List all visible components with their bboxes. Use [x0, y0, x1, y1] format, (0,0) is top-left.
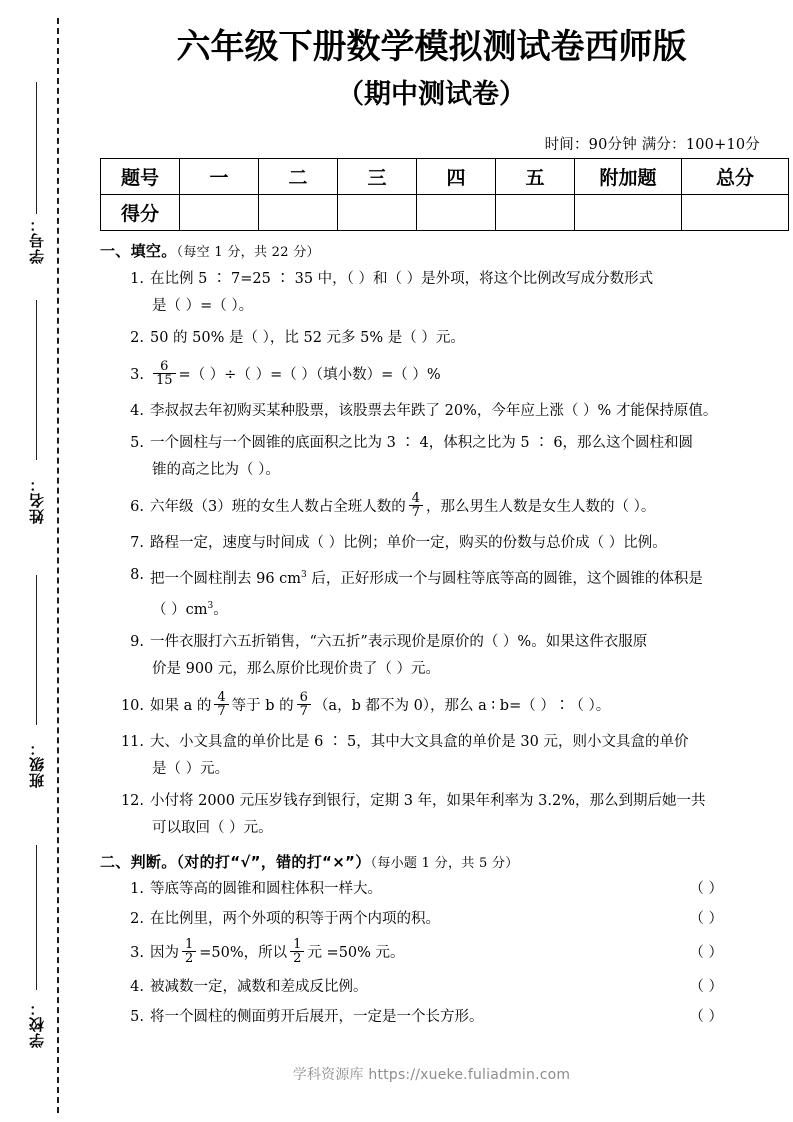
- answer-blank[interactable]: （ ）: [689, 978, 723, 995]
- fraction-denominator: 7: [214, 704, 228, 718]
- fraction: [153, 360, 176, 388]
- true-false-item: [118, 934, 763, 972]
- score-table-header-cell: 五: [496, 158, 575, 194]
- question-number: 4.: [130, 978, 144, 995]
- section-number: 二、: [100, 852, 131, 871]
- fraction-numerator: 6: [299, 689, 308, 705]
- question-line: 50 的 50% 是（ ），比 52 元多 5% 是（ ）元。: [150, 329, 465, 346]
- question-body: [150, 729, 763, 783]
- margin-rule-2: [36, 300, 37, 460]
- question-text: （ ）cm: [152, 601, 208, 618]
- question-text: 等于 b 的: [231, 697, 294, 714]
- question-number: 1.: [130, 270, 144, 287]
- section-fill-in-blank: [100, 240, 763, 842]
- unit-exponent: 3: [207, 600, 214, 611]
- question-line: 在比例 5 ∶ 7=25 ∶ 35 中，（ ）和（ ）是外项，将这个比例改写成分数形式: [150, 270, 654, 287]
- question-body: [150, 430, 763, 484]
- question-text-part: 因为: [150, 944, 179, 961]
- question-number: 8.: [130, 566, 144, 583]
- answer-blank[interactable]: （ ）: [689, 944, 723, 961]
- question-item: [118, 788, 763, 842]
- question-body: [150, 266, 763, 320]
- question-body: [150, 325, 763, 352]
- question-item: [118, 430, 763, 484]
- score-input-cell[interactable]: [682, 194, 789, 230]
- score-input-cell[interactable]: [575, 194, 682, 230]
- question-body: [150, 530, 763, 557]
- score-table-header-cell: 二: [259, 158, 338, 194]
- question-line: 李叔叔去年初购买某种股票，该股票去年跌了 20%，今年应上涨（ ）% 才能保持原值。: [150, 402, 718, 419]
- score-table-row-label: 得分: [101, 194, 180, 230]
- question-text: 如果 a 的: [150, 697, 212, 714]
- score-table-header-cell: 四: [417, 158, 496, 194]
- fraction: [290, 938, 304, 966]
- score-table: [100, 158, 789, 231]
- question-line: 是（ ）元。: [152, 760, 230, 777]
- fraction-numerator: 4: [217, 689, 226, 705]
- margin-rule-1: [36, 82, 37, 214]
- unit-exponent: 3: [301, 569, 307, 580]
- fraction-denominator: 2: [290, 951, 304, 965]
- margin-rule-4: [36, 845, 37, 990]
- question-number: 4.: [130, 402, 144, 419]
- section-heading: [100, 240, 763, 261]
- section-true-false: [100, 851, 763, 1032]
- score-input-cell[interactable]: [259, 194, 338, 230]
- section-points: （每空 1 分，共 22 分）: [176, 244, 320, 260]
- exam-meta: 时间：90分钟 满分：100+10分: [544, 136, 760, 153]
- question-body: [150, 357, 763, 393]
- score-table-header-cell: 附加题: [575, 158, 682, 194]
- margin-label-student-id: 学号：: [28, 216, 46, 264]
- question-number: 2.: [130, 329, 144, 346]
- score-input-cell[interactable]: [180, 194, 259, 230]
- fraction-numerator: 1: [293, 936, 302, 952]
- true-false-item: [118, 1002, 763, 1032]
- answer-blank[interactable]: （ ）: [689, 880, 723, 897]
- question-text: 。: [213, 601, 228, 618]
- question-text-part: 元 =50% 元。: [307, 944, 405, 961]
- fraction-denominator: 2: [182, 951, 196, 965]
- question-line: 锥的高之比为（ ）。: [152, 461, 280, 478]
- fraction-denominator: 7: [297, 704, 311, 718]
- question-number: 5.: [130, 434, 144, 451]
- question-line: 小付将 2000 元压岁钱存到银行，定期 3 年，如果年利率为 3.2%，那么到期后她一共: [150, 792, 706, 809]
- question-number: 6.: [130, 498, 144, 515]
- question-line: [150, 593, 763, 624]
- question-line: 一件衣服打六五折销售，“六五折”表示现价是原价的（ ）%。如果这件衣服原: [150, 633, 648, 650]
- question-text: ，那么男生人数是女生人数的（ ）。: [426, 498, 656, 515]
- question-number: 2.: [130, 910, 144, 927]
- question-number: 3.: [130, 944, 144, 961]
- question-item: [118, 562, 763, 624]
- score-table-header-cell: 总分: [682, 158, 789, 194]
- fraction: [297, 691, 311, 719]
- question-text: =（ ）÷（ ）=（ ）（填小数）=（ ）%: [178, 366, 441, 383]
- question-body: [150, 629, 763, 683]
- question-item: [118, 266, 763, 320]
- margin-rule-3: [36, 575, 37, 725]
- question-body: [150, 398, 763, 425]
- margin-label-school: 学校：: [28, 1000, 46, 1048]
- score-table-header-cell: 题号: [101, 158, 180, 194]
- fraction: [409, 492, 423, 520]
- section-heading: [100, 851, 763, 872]
- question-item: [118, 357, 763, 393]
- true-false-item: [118, 972, 763, 1002]
- question-body: [150, 788, 763, 842]
- question-line: 一个圆柱与一个圆锥的底面积之比为 3 ∶ 4，体积之比为 5 ∶ 6，那么这个圆柱和圆: [150, 434, 694, 451]
- question-text: 被减数一定，减数和差成反比例。: [150, 978, 368, 995]
- section-name: 填空。: [130, 241, 177, 260]
- fraction-denominator: 15: [153, 373, 176, 387]
- answer-blank[interactable]: （ ）: [689, 910, 723, 927]
- question-text: 在比例里，两个外项的积等于两个内项的积。: [150, 910, 440, 927]
- question-item: [118, 530, 763, 557]
- margin-label-name: 姓名：: [28, 476, 46, 524]
- section-name: 判断。（对的打“√”，错的打“×”）: [130, 852, 371, 871]
- fraction-denominator: 7: [409, 505, 423, 519]
- question-item: [118, 688, 763, 724]
- page-title: 六年级下册数学模拟测试卷西师版: [176, 27, 687, 67]
- score-input-cell[interactable]: [496, 194, 575, 230]
- question-text: 把一个圆柱削去 96 cm: [150, 570, 302, 587]
- question-item: [118, 489, 763, 525]
- true-false-item: [118, 874, 763, 904]
- question-number: 12.: [120, 792, 144, 809]
- fraction: [214, 691, 228, 719]
- question-item: [118, 629, 763, 683]
- question-text: [150, 934, 689, 972]
- question-body: [150, 562, 763, 624]
- fraction-numerator: 4: [411, 491, 421, 507]
- question-number: 7.: [130, 534, 144, 551]
- score-input-cell[interactable]: [417, 194, 496, 230]
- question-text: 六年级（3）班的女生人数占全班人数的: [150, 498, 406, 515]
- question-body: [150, 688, 763, 724]
- score-table-header-cell: 一: [180, 158, 259, 194]
- question-line: [150, 489, 763, 525]
- true-false-item: [118, 904, 763, 934]
- question-number: 10.: [120, 697, 144, 714]
- question-number: 11.: [120, 733, 144, 750]
- question-number: 3.: [130, 366, 144, 383]
- question-body: [150, 489, 763, 525]
- question-text: 将一个圆柱的侧面剪开后展开，一定是一个长方形。: [150, 1008, 484, 1025]
- question-item: [118, 325, 763, 352]
- section-number: 一、: [100, 241, 131, 260]
- score-table-header-row: [101, 158, 789, 194]
- seal-line-margin: [0, 0, 70, 1122]
- margin-label-class: 班级：: [28, 740, 46, 788]
- fraction-numerator: 1: [185, 936, 194, 952]
- score-input-cell[interactable]: [338, 194, 417, 230]
- question-number: 1.: [130, 880, 144, 897]
- question-item: [118, 729, 763, 783]
- question-line: [150, 688, 763, 724]
- question-line: [150, 357, 763, 393]
- question-item: [118, 398, 763, 425]
- score-table-header-cell: 三: [338, 158, 417, 194]
- question-line: [150, 562, 763, 593]
- question-line: 大、小文具盒的单价比是 6 ∶ 5，其中大文具盒的单价是 30 元，则小文具盒的单价: [150, 733, 689, 750]
- page-subtitle: （期中测试卷）: [337, 78, 526, 110]
- score-table-value-row: [101, 194, 789, 230]
- answer-blank[interactable]: （ ）: [689, 1008, 723, 1025]
- seal-dashed-line: [57, 18, 59, 1113]
- section-points: （每小题 1 分，共 5 分）: [370, 855, 519, 871]
- fraction: [182, 938, 196, 966]
- question-text: 等底等高的圆锥和圆柱体积一样大。: [150, 880, 382, 897]
- exam-page: [70, 0, 793, 1122]
- question-line: 可以取回（ ）元。: [152, 819, 273, 836]
- question-text-part: =50%，所以: [199, 944, 288, 961]
- question-text: 后，正好形成一个与圆柱等底等高的圆锥，这个圆锥的体积是: [306, 570, 703, 587]
- question-line: 路程一定，速度与时间成（ ）比例；单价一定，购买的份数与总价成（ ）比例。: [150, 534, 667, 551]
- question-text: （a，b 都不为 0），那么 a ∶ b=（ ）∶（ ）。: [313, 697, 611, 714]
- question-number: 5.: [130, 1008, 144, 1025]
- question-line: 价是 900 元，那么原价比现价贵了（ ）元。: [152, 660, 441, 677]
- question-number: 9.: [130, 633, 144, 650]
- score-table-wrapper: [100, 158, 760, 231]
- question-line: 是（ ）=（ ）。: [152, 297, 254, 314]
- fraction-numerator: 6: [160, 359, 169, 375]
- footer-watermark: 学科资源库 https://xueke.fuliadmin.com: [292, 1067, 571, 1083]
